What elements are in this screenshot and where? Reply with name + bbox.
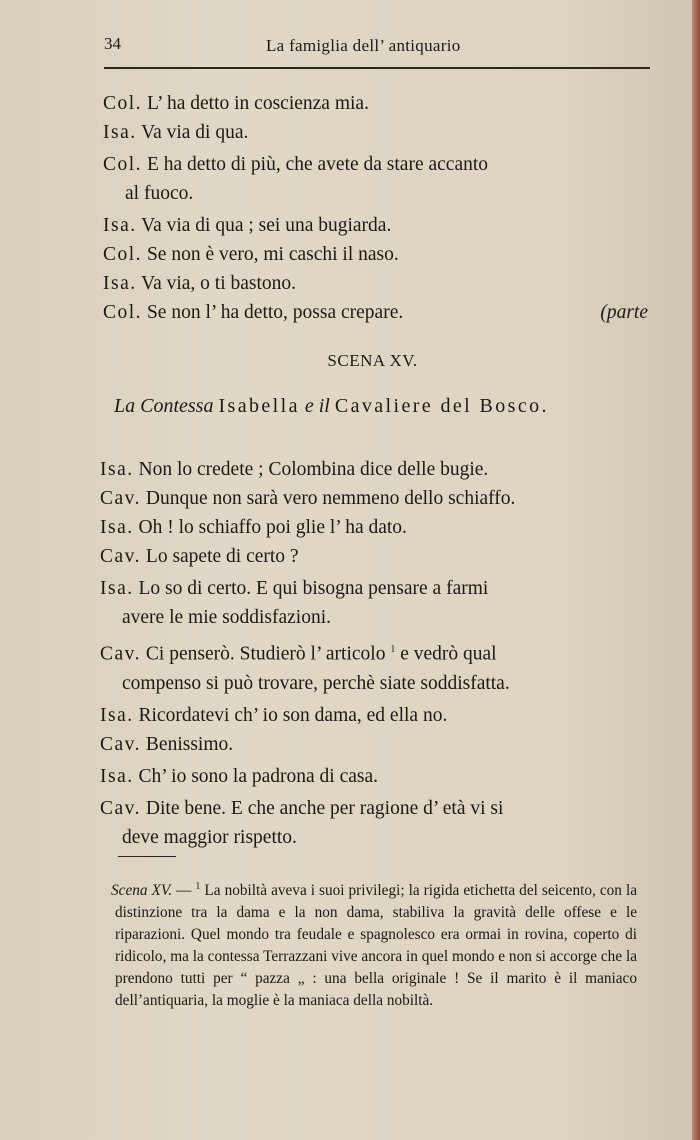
speech: Va via di qua. bbox=[141, 122, 249, 143]
footnote-dash: — bbox=[176, 882, 192, 900]
speech: Se non l’ ha detto, possa crepare. bbox=[146, 302, 404, 323]
dialogue-line bbox=[103, 298, 648, 327]
dialogue-block-2 bbox=[100, 455, 645, 852]
speech: Ch’ io sono la padrona di casa. bbox=[138, 765, 379, 787]
header-rule bbox=[104, 67, 650, 69]
speaker: Isa. bbox=[100, 578, 134, 599]
speaker: Isa. bbox=[103, 215, 137, 236]
speech: Dunque non sarà vero nemmeno dello schiaffo. bbox=[145, 488, 516, 509]
footnote bbox=[111, 876, 637, 1012]
dialogue-line bbox=[100, 484, 645, 513]
speaker: Col. bbox=[103, 302, 143, 323]
dialogue-line bbox=[100, 455, 645, 484]
dialogue-line bbox=[103, 211, 648, 240]
speech: Ricordatevi ch’ io son dama, ed ella no. bbox=[138, 704, 448, 726]
speech: Se non è vero, mi caschi il naso. bbox=[146, 244, 399, 265]
dialogue-continuation: compenso si può trovare, perchè siate soddisfatta. bbox=[122, 672, 510, 694]
dialogue-line bbox=[103, 269, 648, 298]
dialogue-block-1 bbox=[103, 89, 648, 327]
cast-isabella: Isabella bbox=[218, 395, 300, 417]
footnote-ref: Scena XV. bbox=[111, 882, 173, 900]
speaker: Isa. bbox=[100, 459, 134, 480]
scene-title: SCENA XV. bbox=[327, 351, 418, 370]
footnote-rule bbox=[118, 856, 176, 857]
speech: Lo sapete di certo ? bbox=[145, 546, 299, 567]
cast-list bbox=[114, 395, 659, 418]
speech: L’ ha detto in coscienza mia. bbox=[146, 93, 369, 114]
speaker: Col. bbox=[103, 93, 143, 114]
cast-connector: e il bbox=[304, 395, 330, 417]
speaker: Isa. bbox=[100, 704, 134, 726]
speaker: Cav. bbox=[100, 488, 142, 509]
dialogue-line bbox=[100, 794, 645, 823]
dialogue-continuation: avere le mie soddisfazioni. bbox=[122, 607, 332, 628]
page-number: 34 bbox=[104, 34, 121, 53]
page-header bbox=[104, 34, 649, 58]
speech: Benissimo. bbox=[145, 733, 234, 755]
speaker: Isa. bbox=[100, 765, 134, 787]
speaker: Cav. bbox=[100, 643, 142, 665]
dialogue-continuation: al fuoco. bbox=[125, 183, 194, 204]
speech: e vedrò qual bbox=[400, 643, 497, 665]
speaker: Cav. bbox=[100, 546, 142, 567]
cast-contessa: La Contessa bbox=[114, 395, 214, 417]
speaker: Isa. bbox=[100, 517, 134, 538]
dialogue-line bbox=[103, 118, 648, 147]
stage-direction: (parte bbox=[600, 302, 648, 323]
speech: E ha detto di più, che avete da stare accanto bbox=[146, 154, 489, 175]
speaker: Col. bbox=[103, 244, 143, 265]
speech: Va via, o ti bastono. bbox=[141, 273, 297, 294]
footnote-text: La nobiltà aveva i suoi privilegi; la rigida etichetta del seicento, con la distinzione tra la dama e la non dama, stabiliva la gravità delle offese e le riparazioni. Quel mondo tra feudale e spagnolesco era ormai in rovina, coperto di ridicolo, ma la contessa Terrazzani vive ancora in quel mondo e non si accorge che la prendono tutti per “ pazza „ : una bella originale ! Se il marito è il maniaco dell’antiquaria, la moglie è la maniaca della nobiltà. bbox=[115, 882, 637, 1010]
speaker: Isa. bbox=[103, 273, 137, 294]
dialogue-line bbox=[100, 701, 645, 730]
speech: Non lo credete ; Colombina dice delle bugie. bbox=[138, 459, 489, 480]
dialogue-continuation: deve maggior rispetto. bbox=[122, 826, 297, 848]
dialogue-line bbox=[100, 730, 645, 759]
speaker: Col. bbox=[103, 154, 143, 175]
dialogue-line bbox=[100, 762, 645, 791]
speech: Oh ! lo schiaffo poi glie l’ ha dato. bbox=[138, 517, 407, 538]
dialogue-line bbox=[103, 240, 648, 269]
running-title: La famiglia dell’ antiquario bbox=[266, 36, 461, 55]
dialogue-line bbox=[100, 574, 645, 603]
speech: Lo so di certo. E qui bisogna pensare a farmi bbox=[138, 578, 489, 599]
speech: Ci penserò. Studierò l’ articolo bbox=[145, 643, 386, 665]
cast-cavaliere: Cavaliere del Bosco. bbox=[334, 395, 549, 417]
footnote-marker: 1 bbox=[390, 644, 396, 655]
speaker: Cav. bbox=[100, 797, 142, 819]
speech: Va via di qua ; sei una bugiarda. bbox=[141, 215, 392, 236]
speech: Dite bene. E che anche per ragione d’ età vi si bbox=[145, 797, 504, 819]
speaker: Cav. bbox=[100, 733, 142, 755]
dialogue-line bbox=[103, 150, 648, 179]
footnote-number: 1 bbox=[195, 881, 201, 892]
dialogue-line bbox=[100, 635, 645, 669]
speaker: Isa. bbox=[103, 122, 137, 143]
page-edge bbox=[692, 0, 700, 1140]
dialogue-line bbox=[100, 513, 645, 542]
dialogue-line bbox=[103, 89, 648, 118]
dialogue-line bbox=[100, 542, 645, 571]
